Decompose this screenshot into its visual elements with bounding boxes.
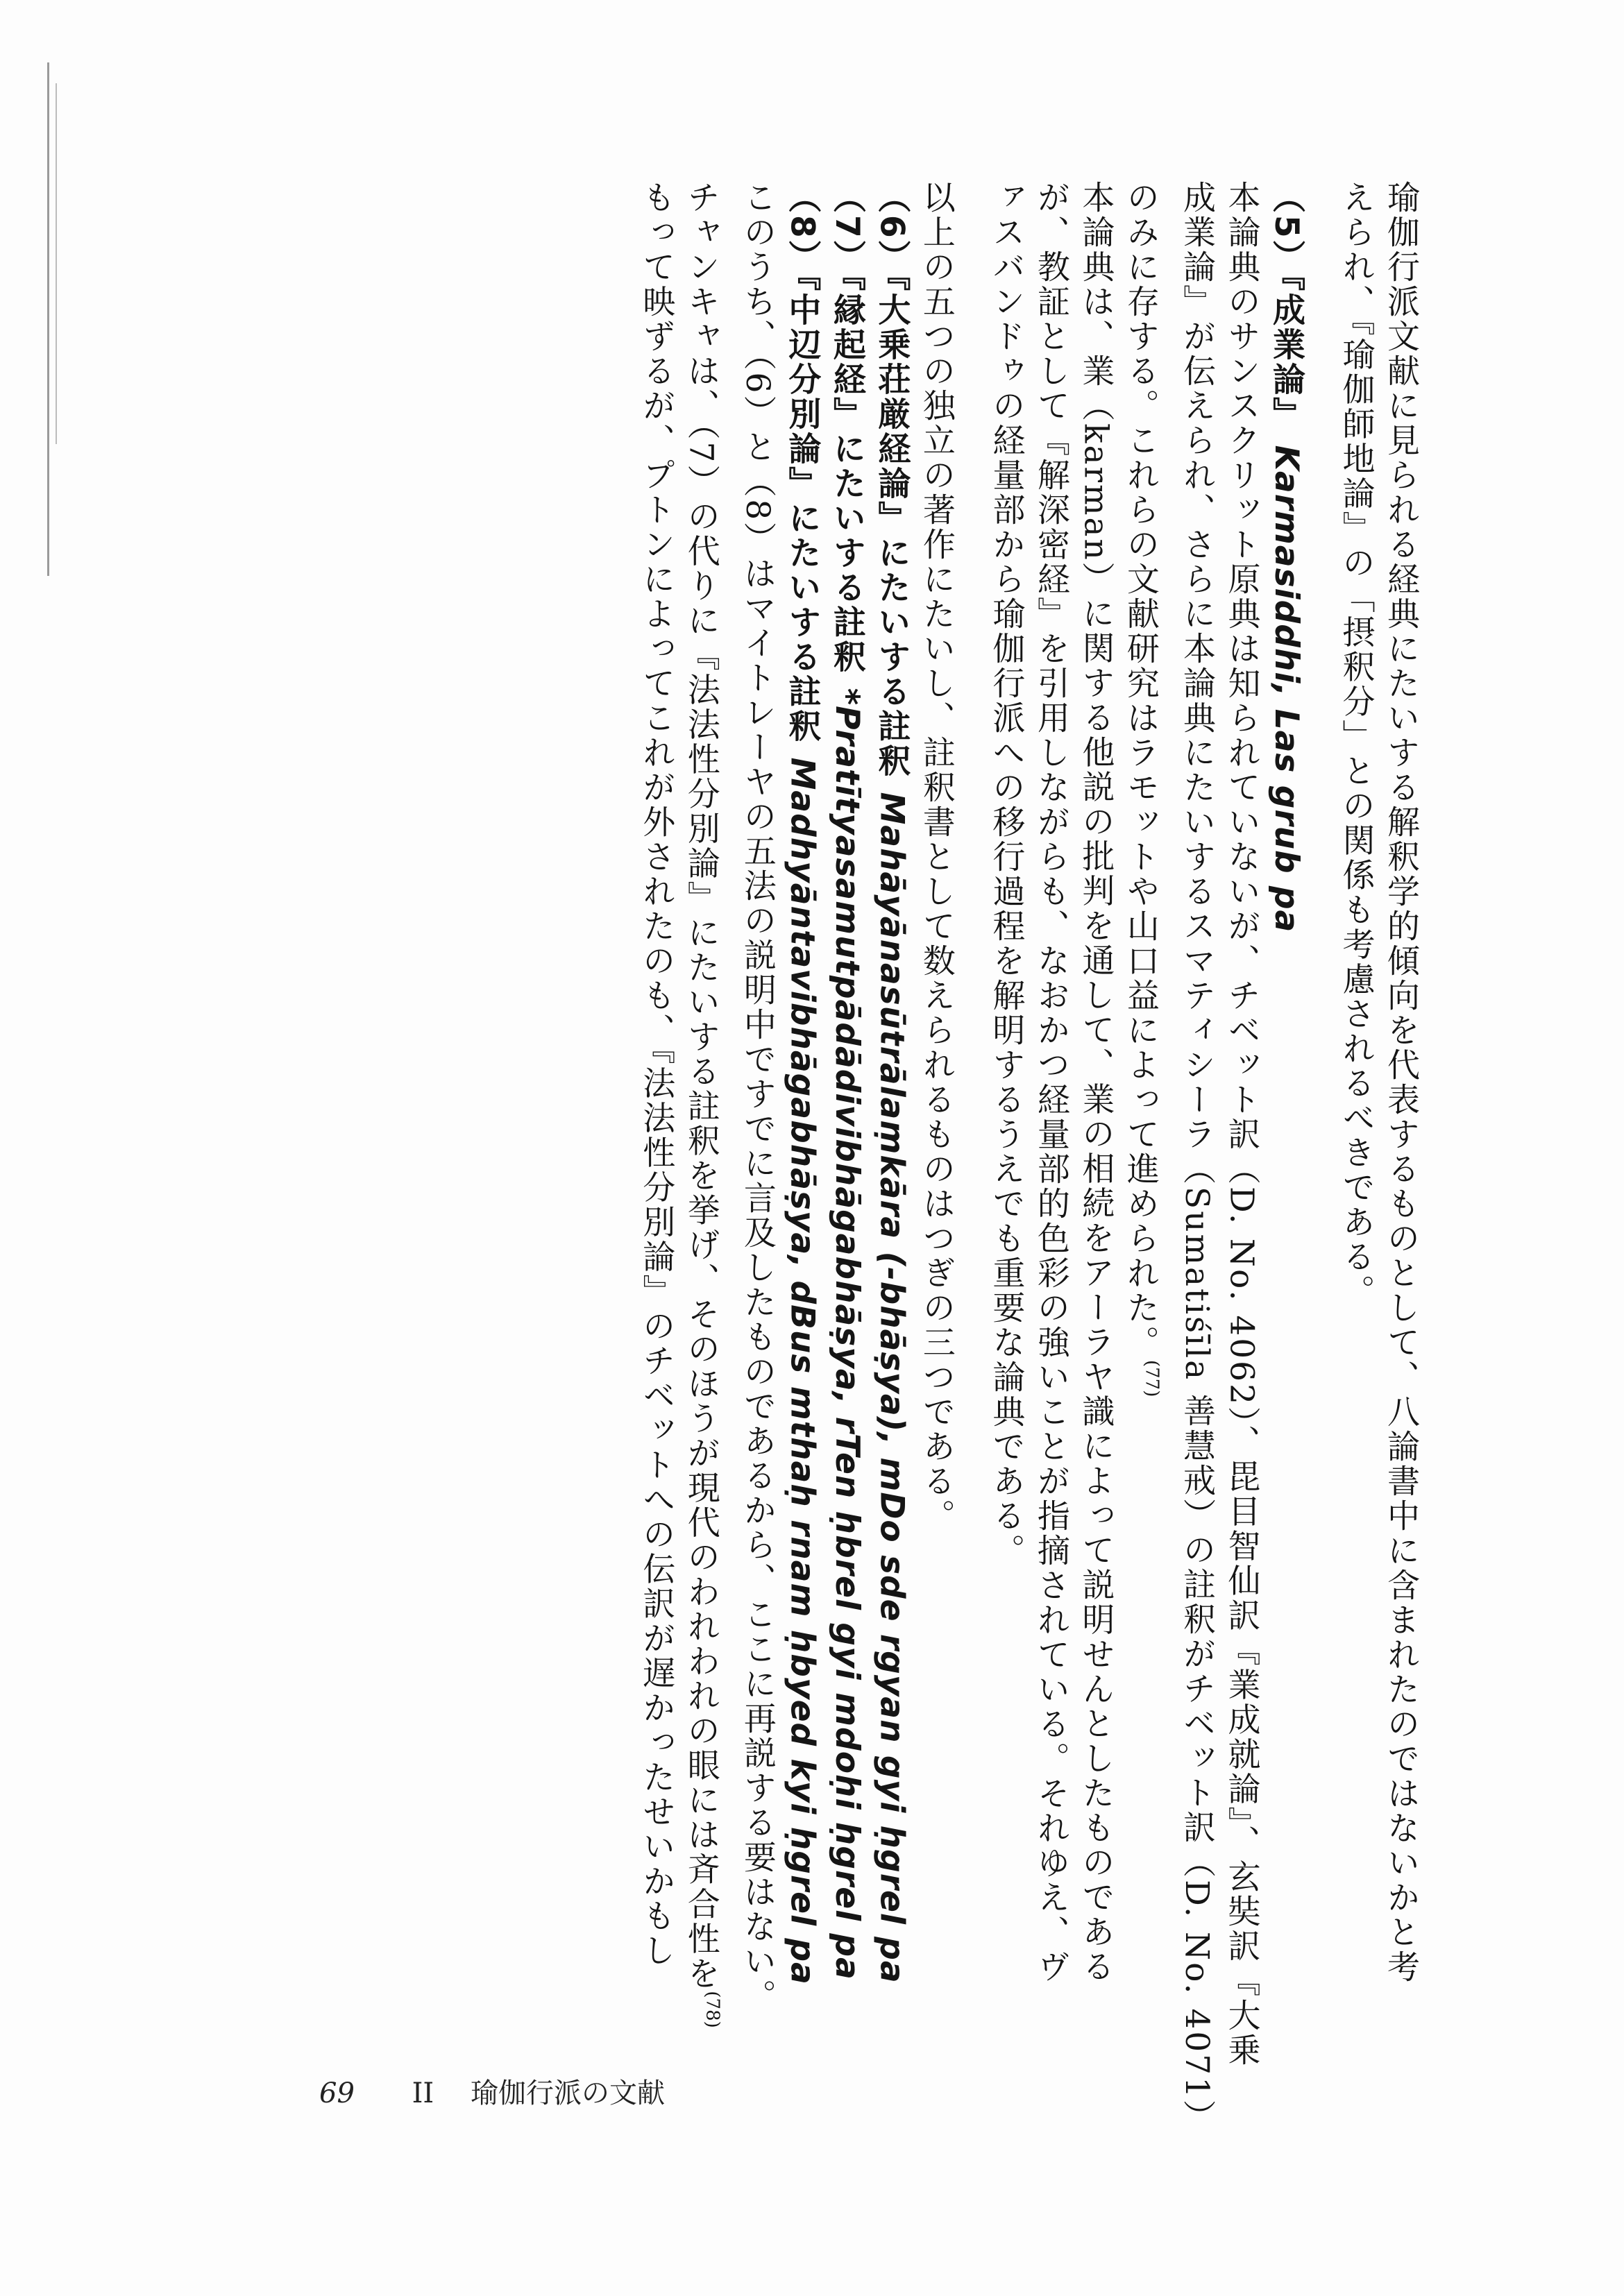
paragraph-gap bbox=[958, 180, 983, 2012]
page-number: 69 bbox=[319, 2077, 355, 2109]
item-latin-title: *Pratītyasamutpādādivibhāgabhāṣya, rTen ḥbrel gyi mdoḥi ḥgrel pa bbox=[827, 688, 866, 1980]
binding-shadow-line bbox=[47, 62, 49, 576]
section-latin-title: Karmasiddhi, Las grub pa bbox=[1267, 445, 1305, 933]
paragraph-gap bbox=[1308, 180, 1333, 2012]
item-number: （7） bbox=[827, 180, 866, 275]
text-line: 瑜伽行派文献に見られる経典にたいする解釈学的傾向を代表するものとして、八論書中に含まれたのではないかと考 bbox=[1382, 180, 1420, 1984]
item-number: （6） bbox=[872, 180, 911, 275]
text-line-content: チャンキャは、（7）の代りに『法法性分別論』にたいする註釈を挙げ、そのほうが現代のわれわれの眼には斉合性を bbox=[682, 180, 720, 1991]
item-latin-title: Madhyāntavibhāgabhāṣya, dBus mthaḥ rnam ḥbyed kyi ḥgrel pa bbox=[783, 757, 822, 1985]
section-heading-5 bbox=[1264, 180, 1309, 2012]
item-title: 『縁起経』にたいする註釈 bbox=[827, 274, 866, 675]
section-running-title: 瑜伽行派の文献 bbox=[470, 2077, 665, 2109]
binding-shadow-line-secondary bbox=[56, 83, 57, 444]
text-line: このうち、（6）と（8）はマイトレーヤの五法の説明中ですでに言及したものであるから、ここに再説する要はない。 bbox=[738, 180, 777, 2014]
page-footer bbox=[319, 2071, 665, 2111]
list-item-6 bbox=[869, 180, 914, 2012]
item-title: 『大乗荘厳経論』にたいする註釈 bbox=[872, 274, 911, 779]
text-line: 本論典のサンスクリット原典は知られていないが、チベット訳（D. No. 4062）、毘目智仙訳『業成就論』、玄奘訳『大乗 bbox=[1222, 180, 1261, 2068]
text-line: 成業論』が伝えられ、さらに本論典にたいするスマティシーラ（Sumatiśīla 善慧戒）の註釈がチベット訳（D. No. 4071） bbox=[1178, 180, 1216, 2135]
item-title: 『中辺分別論』にたいする註釈 bbox=[783, 274, 822, 745]
list-item-8 bbox=[779, 180, 824, 2012]
item-latin-title: Mahāyānasūtrālaṃkāra (-bhāṣya), mDo sde rgyan gyi ḥgrel pa bbox=[872, 792, 911, 1984]
footnote-reference-77: (77) bbox=[1141, 1360, 1162, 1397]
list-item-7 bbox=[824, 180, 869, 2012]
text-line: もって映ずるが、プトンによってこれが外されたのも、『法法性分別論』のチベットへの伝訳が遅かったせいかもし bbox=[637, 180, 676, 1968]
part-number: II bbox=[412, 2077, 434, 2109]
text-line: が、教証として『解深密経』を引用しながらも、なおかつ経量部的色彩の強いことが指摘されている。それゆえ、ヴ bbox=[1031, 180, 1070, 1984]
section-title: 『成業論』 bbox=[1267, 274, 1305, 432]
text-line: 以上の五つの独立の著作にたいし、註釈書として数えられるものはつぎの三つである。 bbox=[917, 180, 956, 1533]
text-line-content: のみに存する。これらの文献研究はラモットや山口益によって進められた。 bbox=[1121, 180, 1160, 1360]
text-line: ァスバンドゥの経量部から瑜伽行派への移行過程を解明するうえでも重要な論典である。 bbox=[987, 180, 1026, 1568]
text-line: えられ、『瑜伽師地論』の「摂釈分」との関係も考慮されるべきである。 bbox=[1337, 180, 1376, 1309]
text-line: 本論典は、業（karman）に関する他説の批判を通して、業の相続をアーラヤ識によって説明せんとしたものである bbox=[1076, 180, 1115, 1984]
text-line bbox=[1117, 180, 1174, 2012]
section-number: （5） bbox=[1267, 180, 1305, 275]
text-line bbox=[678, 180, 734, 2028]
item-number: （8） bbox=[783, 180, 822, 275]
footnote-reference-78: (78) bbox=[702, 1991, 723, 2028]
